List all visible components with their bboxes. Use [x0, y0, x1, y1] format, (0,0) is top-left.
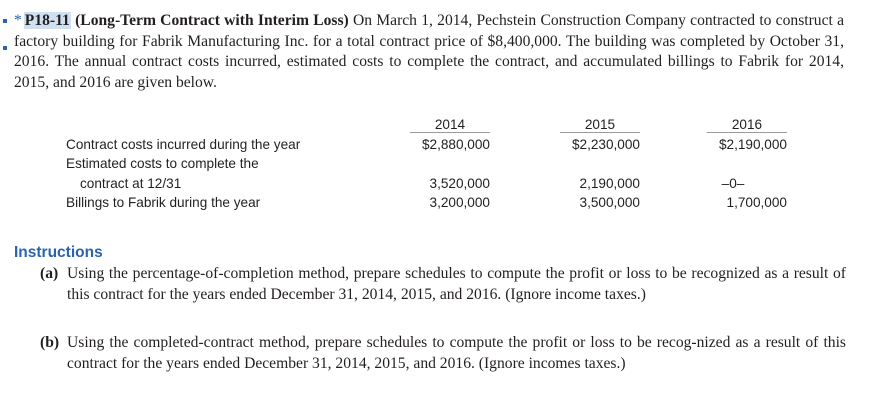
- row-label-estimated-costs: Estimated costs to complete the: [66, 156, 259, 171]
- star-marker: *: [14, 12, 22, 29]
- table-cell: $2,230,000: [571, 137, 640, 152]
- table-cell: 3,500,000: [579, 195, 640, 210]
- problem-statement: [14, 11, 844, 93]
- part-text: Using the percentage-of-completion method, prepare schedules to compute the profit or loss to be recognized as a result of this contract for the years ended December 31, 2014, 2015, and 2016. (Ignore income taxes.): [67, 265, 846, 303]
- year-header-2016: 2016: [731, 117, 763, 132]
- year-header-2015: 2015: [584, 117, 616, 132]
- instruction-part-b: [40, 333, 846, 374]
- problem-title: (Long-Term Contract with Interim Loss): [75, 12, 349, 29]
- year-rule: [707, 132, 787, 133]
- table-cell: –0–: [721, 176, 745, 191]
- table-cell: 3,200,000: [429, 195, 490, 210]
- table-cell: $2,190,000: [718, 137, 787, 152]
- problem-id: P18-11: [24, 12, 70, 29]
- table-cell: 3,520,000: [429, 176, 490, 191]
- table-cell: 1,700,000: [726, 195, 787, 210]
- instruction-part-a: [40, 264, 846, 305]
- table-cell: 2,190,000: [579, 176, 640, 191]
- table-cell: $2,880,000: [421, 137, 490, 152]
- year-rule: [410, 132, 490, 133]
- row-label-estimated-costs-cont: contract at 12/31: [80, 176, 182, 191]
- row-label-billings: Billings to Fabrik during the year: [66, 195, 261, 210]
- margin-marker: [3, 19, 7, 23]
- row-label-costs-incurred: Contract costs incurred during the year: [66, 137, 301, 152]
- part-label: (a): [40, 265, 59, 282]
- part-text: Using the completed-contract method, prepare schedules to compute the profit or loss to be recog-nized as a result of this contract for the years ended December 31, 2014, 2015, and 2016. (Ignore incomes taxes.): [67, 334, 846, 372]
- margin-marker: [3, 46, 7, 50]
- part-label: (b): [40, 334, 60, 351]
- year-rule: [560, 132, 640, 133]
- problem-text: On March 1, 2014, Pechstein Construction Company contracted to construct a factory building for Fabrik Manufacturing Inc. for a total contract price of $8,400,000. The building was completed by October 31, 2016. The annual contract costs incurred, estimated costs to complete the contract, and accumulated billings to Fabrik for 2014, 2015, and 2016 are given below.: [14, 12, 844, 91]
- instructions-heading: Instructions: [14, 244, 103, 261]
- year-header-2014: 2014: [434, 117, 466, 132]
